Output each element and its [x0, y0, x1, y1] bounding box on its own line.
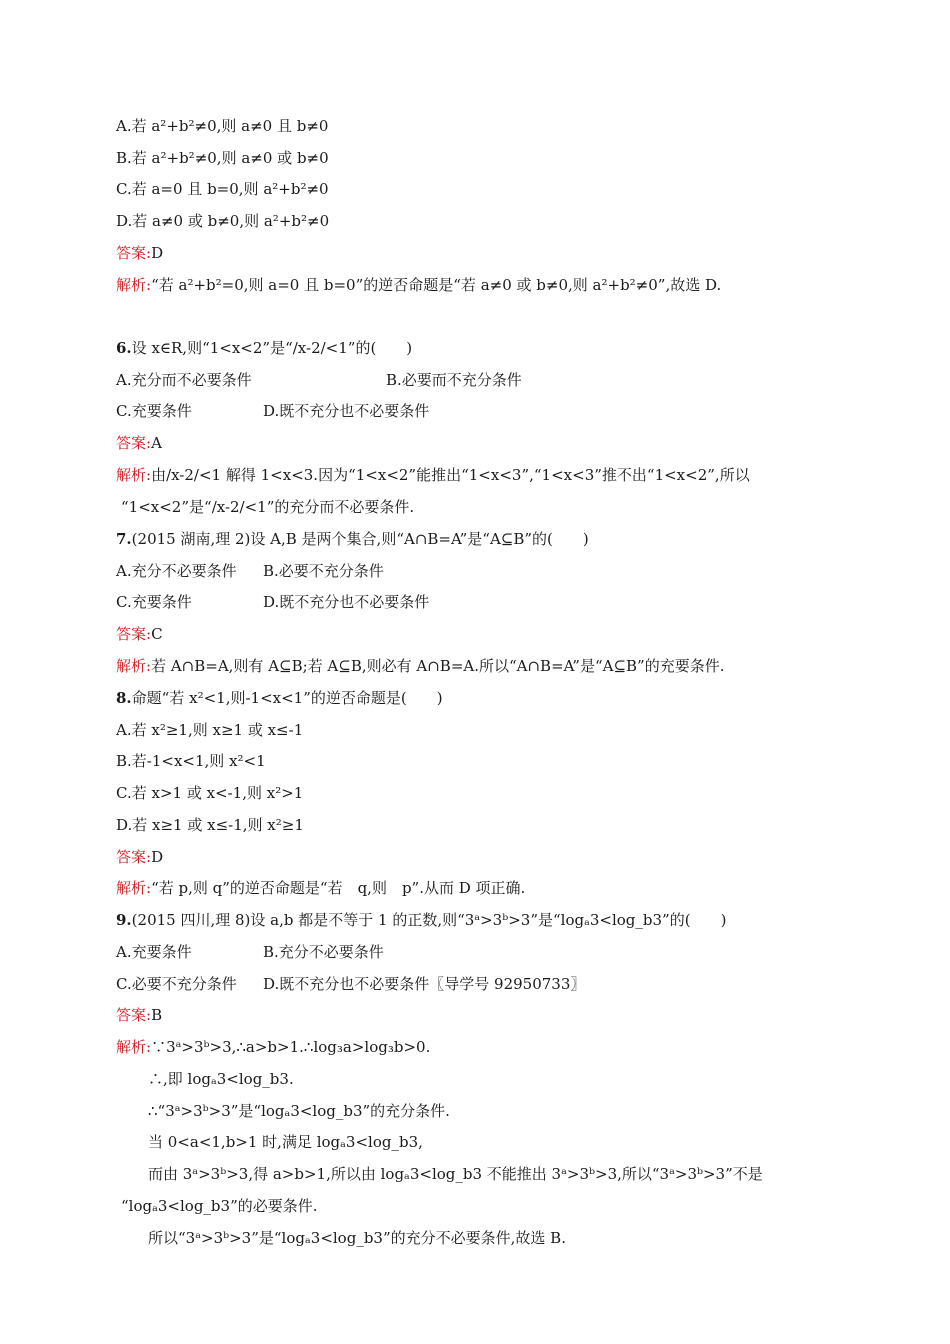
q6-options-row-1 [116, 369, 522, 391]
answer-label: 答案: [116, 848, 152, 866]
q6-option-a: A.充分而不必要条件 [116, 371, 252, 389]
answer-value: A [151, 434, 162, 452]
q7-analysis [116, 655, 724, 677]
question-number: 6. [116, 339, 132, 357]
q9-option-b: B.充分不必要条件 [263, 943, 384, 961]
question-number: 7. [116, 530, 132, 548]
q5-analysis [116, 274, 721, 296]
q6-options-row-2 [116, 400, 430, 422]
q7-answer [116, 623, 163, 645]
q9-answer [116, 1004, 162, 1026]
q9-analysis [116, 1036, 430, 1058]
q8-option-a: A.若 x²≥1,则 x≥1 或 x≤-1 [116, 721, 304, 739]
question-stem: 命题“若 x²<1,则-1<x<1”的逆否命题是( ) [131, 689, 443, 707]
q6-stem [116, 337, 412, 359]
answer-value: D [151, 848, 164, 866]
q7-options-row-1 [116, 560, 384, 582]
q7-option-a: A.充分不必要条件 [116, 562, 237, 580]
question-stem: (2015 湖南,理 2)设 A,B 是两个集合,则“A∩B=A”是“A⊆B”的( ) [131, 530, 589, 548]
reference-number: 〖导学号 92950733〗 [429, 975, 586, 993]
question-number: 8. [116, 689, 132, 707]
q8-option-d: D.若 x≥1 或 x≤-1,则 x²≥1 [116, 816, 304, 834]
answer-value: C [151, 625, 163, 643]
analysis-text: ∵3ᵃ>3ᵇ>3,∴a>b>1.∴log₃a>log₃b>0. [151, 1038, 431, 1056]
analysis-label: 解析: [116, 1038, 152, 1056]
analysis-text: 若 A∩B=A,则有 A⊆B;若 A⊆B,则必有 A∩B=A.所以“A∩B=A”是“A⊆B”的充要条件. [151, 657, 725, 675]
q7-option-c: C.充要条件 [116, 593, 192, 611]
q9-options-row-1 [116, 941, 384, 963]
question-number: 9. [116, 911, 132, 929]
q8-stem [116, 687, 443, 709]
question-stem: (2015 四川,理 8)设 a,b 都是不等于 1 的正数,则“3ᵃ>3ᵇ>3”是“logₐ3<log_b3”的( ) [131, 911, 727, 929]
q9-stem [116, 909, 726, 931]
q6-option-d: D.既不充分也不必要条件 [263, 402, 430, 420]
analysis-label: 解析: [116, 466, 152, 484]
q6-option-b: B.必要而不充分条件 [386, 371, 522, 389]
q5-option-c: C.若 a=0 且 b=0,则 a²+b²≠0 [116, 180, 329, 198]
q9-option-a: A.充要条件 [116, 943, 192, 961]
q9-analysis-line-4: 当 0<a<1,b>1 时,满足 logₐ3<log_b3, [148, 1133, 423, 1151]
q9-option-d-text: D.既不充分也不必要条件 [263, 975, 430, 993]
q5-option-a: A.若 a²+b²≠0,则 a≠0 且 b≠0 [116, 117, 329, 135]
q9-options-row-2 [116, 973, 586, 995]
analysis-text: “若 a²+b²=0,则 a=0 且 b=0”的逆否命题是“若 a≠0 或 b≠0,则 a²+b²≠0”,故选 D. [151, 276, 722, 294]
answer-label: 答案: [116, 244, 152, 262]
q9-analysis-line-5: 而由 3ᵃ>3ᵇ>3,得 a>b>1,所以由 logₐ3<log_b3 不能推出 3ᵃ>3ᵇ>3,所以“3ᵃ>3ᵇ>3”不是 [148, 1165, 763, 1183]
q7-stem [116, 528, 589, 550]
q7-option-d: D.既不充分也不必要条件 [263, 593, 430, 611]
q8-option-b: B.若-1<x<1,则 x²<1 [116, 752, 266, 770]
q6-analysis-line-2: “1<x<2”是“/x-2/<1”的充分而不必要条件. [121, 498, 415, 516]
answer-label: 答案: [116, 434, 152, 452]
q9-analysis-line-2: ∴,即 logₐ3<log_b3. [148, 1070, 294, 1088]
q9-option-d [263, 973, 585, 995]
q8-analysis [116, 877, 525, 899]
answer-label: 答案: [116, 625, 152, 643]
analysis-text: “若 p,则 q”的逆否命题是“若 q,则 p”.从而 D 项正确. [151, 879, 526, 897]
q8-option-c: C.若 x>1 或 x<-1,则 x²>1 [116, 784, 304, 802]
q8-answer [116, 846, 163, 868]
analysis-label: 解析: [116, 657, 152, 675]
q6-analysis [116, 464, 750, 486]
analysis-label: 解析: [116, 276, 152, 294]
question-stem: 设 x∈R,则“1<x<2”是“/x-2/<1”的( ) [131, 339, 413, 357]
q5-option-d: D.若 a≠0 或 b≠0,则 a²+b²≠0 [116, 212, 330, 230]
q7-options-row-2 [116, 591, 430, 613]
q5-option-b: B.若 a²+b²≠0,则 a≠0 或 b≠0 [116, 149, 329, 167]
q9-analysis-line-6: “logₐ3<log_b3”的必要条件. [121, 1197, 318, 1215]
analysis-label: 解析: [116, 879, 152, 897]
q9-option-c: C.必要不充分条件 [116, 975, 237, 993]
answer-label: 答案: [116, 1006, 152, 1024]
q7-option-b: B.必要不充分条件 [263, 562, 384, 580]
analysis-text: 由/x-2/<1 解得 1<x<3.因为“1<x<2”能推出“1<x<3”,“1<x<3”推不出“1<x<2”,所以 [151, 466, 750, 484]
q9-analysis-line-7: 所以“3ᵃ>3ᵇ>3”是“logₐ3<log_b3”的充分不必要条件,故选 B. [148, 1229, 566, 1247]
q9-analysis-line-3: ∴“3ᵃ>3ᵇ>3”是“logₐ3<log_b3”的充分条件. [148, 1102, 450, 1120]
q5-answer [116, 242, 163, 264]
answer-value: D [151, 244, 164, 262]
q6-answer [116, 432, 162, 454]
answer-value: B [151, 1006, 163, 1024]
q6-option-c: C.充要条件 [116, 402, 192, 420]
